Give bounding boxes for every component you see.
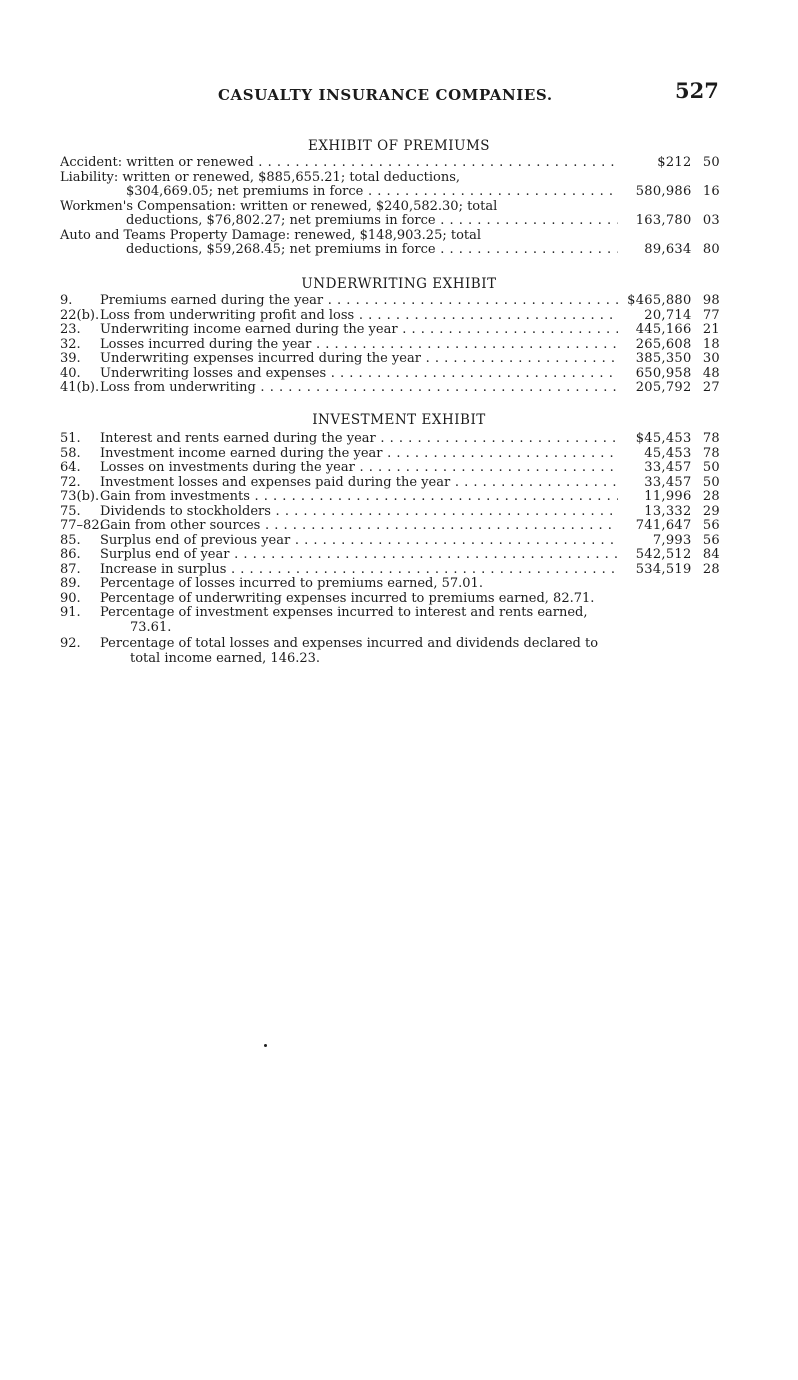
- page-header: [0, 78, 798, 108]
- item-continuation: 73.61.: [130, 619, 172, 635]
- amount-dollars: 7,993: [652, 532, 692, 548]
- investment-row: [60, 563, 720, 578]
- amount-dollars: 33,457: [644, 460, 692, 475]
- amount-cents: 50: [702, 155, 720, 170]
- amount-cents: 30: [702, 351, 720, 366]
- amount-cents: 03: [702, 213, 720, 228]
- page-number: 527: [675, 78, 719, 103]
- item-text: Investment losses and expenses paid during the year . . .: [100, 476, 618, 491]
- item-text: Dividends to stockholders . . .: [100, 505, 618, 520]
- item-number: 91.: [60, 605, 81, 620]
- investment-exhibit: [60, 432, 720, 666]
- investment-row: [60, 461, 720, 476]
- premium-line: $304,669.05; net premiums in force . . .: [126, 185, 618, 200]
- item-number: 92.: [60, 636, 81, 651]
- item-number: 51.: [60, 432, 81, 446]
- item-number: 23.: [60, 323, 81, 337]
- premium-entry-workmens-compensation: [60, 200, 720, 229]
- premiums-title: EXHIBIT OF PREMIUMS: [307, 138, 491, 154]
- amount-dollars: 650,958: [635, 365, 692, 381]
- premium-line: Accident: written or renewed . . .: [60, 156, 618, 171]
- underwriting-row: [60, 323, 720, 338]
- premium-line: Liability: written or renewed, $885,655.21; total deductions,: [60, 169, 461, 185]
- investment-row: [60, 519, 720, 534]
- percentage-item: [60, 577, 720, 592]
- amount-cents: 98: [702, 293, 720, 308]
- item-continuation: total income earned, 146.23.: [130, 650, 321, 666]
- underwriting-title: UNDERWRITING EXHIBIT: [301, 276, 497, 292]
- amount-dollars: 33,457: [644, 474, 692, 490]
- item-text: Losses on investments during the year . . .: [100, 461, 618, 476]
- item-number: 87.: [60, 562, 81, 577]
- item-text: Losses incurred during the year . . .: [100, 338, 618, 353]
- investment-row: [60, 505, 720, 520]
- underwriting-row: [60, 367, 720, 382]
- percentage-list: [60, 577, 720, 666]
- amount-dollars: 13,332: [644, 503, 692, 519]
- premium-line: deductions, $76,802.27; net premiums in force . . .: [126, 214, 618, 229]
- amount-dollars: 20,714: [644, 307, 692, 323]
- investment-title: INVESTMENT EXHIBIT: [312, 412, 486, 428]
- amount-dollars: 265,608: [635, 336, 692, 352]
- premium-line: Auto and Teams Property Damage: renewed, $148,903.25; total: [60, 227, 482, 243]
- amount-cents: 28: [702, 561, 720, 577]
- item-text: Interest and rents earned during the year . . .: [100, 432, 618, 447]
- item-text: Gain from other sources . . .: [100, 519, 618, 534]
- item-text: Percentage of losses incurred to premiums earned, 57.01.: [100, 576, 483, 591]
- item-number: 86.: [60, 548, 81, 562]
- percentage-item: [60, 637, 720, 666]
- item-number: 41(b).: [60, 381, 100, 395]
- item-text: Surplus end of previous year . . .: [100, 534, 618, 549]
- premium-entry-accident: [60, 156, 720, 171]
- item-number: 22(b).: [60, 308, 100, 323]
- percentage-item: [60, 592, 720, 607]
- item-text: Premiums earned during the year . . .: [100, 294, 618, 309]
- underwriting-row: [60, 381, 720, 396]
- item-text: Gain from investments . . .: [100, 490, 618, 505]
- underwriting-row: [60, 338, 720, 353]
- amount-dollars: 45,453: [644, 445, 692, 461]
- amount-dollars: 163,780: [635, 213, 692, 228]
- amount-cents: 48: [702, 365, 720, 381]
- premium-line: Workmen's Compensation: written or renewed, $240,582.30; total: [60, 198, 498, 214]
- amount-cents: 77: [702, 307, 720, 323]
- amount-dollars: 385,350: [635, 351, 692, 366]
- amount-dollars: 580,986: [635, 184, 692, 199]
- amount-cents: 18: [702, 336, 720, 352]
- investment-row: [60, 447, 720, 462]
- underwriting-row: [60, 352, 720, 367]
- item-text: Percentage of total losses and expenses incurred and dividends declared to: [100, 636, 599, 651]
- investment-row: [60, 432, 720, 447]
- investment-row: [60, 476, 720, 491]
- amount-dollars: 89,634: [644, 242, 692, 257]
- amount-dollars: 205,792: [635, 380, 692, 395]
- amount-cents: 27: [702, 380, 720, 395]
- amount-dollars: $465,880: [627, 293, 692, 308]
- amount-dollars: 741,647: [635, 518, 692, 533]
- item-text: Percentage of investment expenses incurred to interest and rents earned,: [100, 605, 588, 620]
- investment-row: [60, 534, 720, 549]
- amount-cents: 16: [702, 184, 720, 199]
- item-number: 39.: [60, 352, 81, 366]
- underwriting-row: [60, 294, 720, 309]
- underwriting-exhibit: [60, 294, 720, 396]
- item-text: Percentage of underwriting expenses incurred to premiums earned, 82.71.: [100, 590, 595, 606]
- running-title: CASUALTY INSURANCE COMPANIES.: [218, 86, 553, 104]
- premium-entry-auto-teams: [60, 229, 720, 258]
- amount-dollars: $212: [657, 155, 692, 170]
- amount-dollars: $45,453: [635, 431, 692, 446]
- amount-cents: 84: [702, 547, 720, 562]
- item-text: Loss from underwriting profit and loss . . .: [100, 309, 618, 324]
- amount-cents: 29: [702, 503, 720, 519]
- investment-row: [60, 490, 720, 505]
- item-number: 89.: [60, 576, 81, 591]
- amount-cents: 50: [702, 474, 720, 490]
- item-number: 32.: [60, 337, 81, 352]
- amount-cents: 56: [702, 532, 720, 548]
- item-text: Underwriting income earned during the year . . .: [100, 323, 618, 338]
- amount-cents: 78: [702, 445, 720, 461]
- amount-cents: 21: [702, 322, 720, 337]
- investment-row: [60, 548, 720, 563]
- premium-entry-liability: [60, 171, 720, 200]
- item-number: 75.: [60, 504, 81, 519]
- underwriting-row: [60, 309, 720, 324]
- premiums-exhibit: [60, 156, 720, 258]
- amount-cents: 78: [702, 431, 720, 446]
- item-number: 77–82.: [60, 519, 104, 533]
- item-text: Loss from underwriting . . .: [100, 381, 618, 396]
- amount-dollars: 542,512: [635, 547, 692, 562]
- item-text: Increase in surplus . . .: [100, 563, 618, 578]
- amount-cents: 28: [702, 489, 720, 504]
- amount-cents: 56: [702, 518, 720, 533]
- item-text: Surplus end of year . . .: [100, 548, 618, 563]
- item-number: 72.: [60, 475, 81, 490]
- ink-speck: [264, 1044, 267, 1047]
- item-number: 58.: [60, 446, 81, 461]
- amount-cents: 50: [702, 460, 720, 475]
- item-number: 64.: [60, 461, 81, 475]
- item-text: Investment income earned during the year . . .: [100, 447, 618, 462]
- item-number: 9.: [60, 294, 73, 308]
- premium-line: deductions, $59,268.45; net premiums in force . . .: [126, 243, 618, 258]
- item-text: Underwriting losses and expenses . . .: [100, 367, 618, 382]
- item-number: 90.: [60, 590, 81, 606]
- item-number: 40.: [60, 366, 81, 381]
- item-text: Underwriting expenses incurred during the year . . .: [100, 352, 618, 367]
- percentage-item: [60, 606, 720, 635]
- item-number: 73(b).: [60, 490, 100, 504]
- amount-cents: 80: [702, 242, 720, 257]
- amount-dollars: 11,996: [644, 489, 692, 504]
- amount-dollars: 445,166: [635, 322, 692, 337]
- item-number: 85.: [60, 533, 81, 548]
- amount-dollars: 534,519: [635, 561, 692, 577]
